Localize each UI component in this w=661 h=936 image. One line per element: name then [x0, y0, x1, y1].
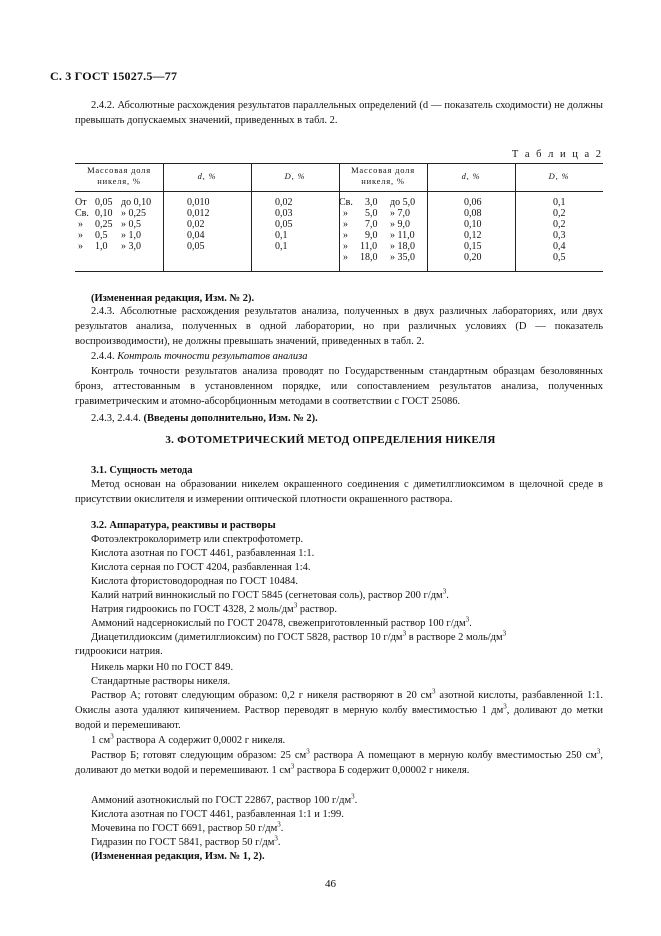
list-item-continuation: гидроокиси натрия.	[75, 646, 163, 657]
list-item: Никель марки Н0 по ГОСТ 849.	[91, 662, 234, 673]
list-item-text: .	[280, 823, 284, 834]
list-item	[75, 793, 603, 808]
table-cell: 0,05	[187, 241, 205, 252]
superscript: 3	[596, 747, 601, 756]
table-cell: » 3,0	[121, 241, 141, 252]
list-item-text: .	[446, 590, 449, 601]
list-item-text: Гидразин по ГОСТ 5841, раствор 50 г/дм	[91, 837, 275, 848]
table-header-d: d, %	[461, 171, 481, 181]
list-item-text: Мочевина по ГОСТ 6691, раствор 50 г/дм	[91, 823, 278, 834]
solution-b	[75, 748, 603, 778]
list-item: Стандартные растворы никеля.	[91, 676, 231, 687]
list-item: Фотоэлектроколориметр или спектрофотометр.	[91, 534, 304, 545]
edit-note: (Измененная редакция, Изм. № 1, 2).	[91, 851, 265, 862]
table-cell: Св.	[339, 197, 353, 208]
table-cell: 0,10	[464, 219, 482, 230]
page-header: С. 3 ГОСТ 15027.5—77	[50, 69, 178, 83]
paragraph-text: раствора А содержит 0,0002 г никеля.	[113, 735, 286, 746]
table-cell: 0,010	[187, 197, 210, 208]
table-cell: »	[343, 208, 348, 219]
table-header-mass-fraction: Массовая доля никеля, %	[351, 165, 415, 186]
superscript: 3	[293, 601, 298, 610]
table-cell: до 0,10	[121, 197, 152, 208]
table-cell: 0,02	[275, 197, 293, 208]
table-cell: 0,02	[187, 219, 205, 230]
table-cell: » 7,0	[390, 208, 410, 219]
list-item	[75, 821, 603, 836]
table-cell: 0,15	[464, 241, 482, 252]
table-caption: Т а б л и ц а 2	[511, 149, 603, 160]
table-cell: 0,05	[275, 219, 293, 230]
table-cell: 0,4	[553, 241, 566, 252]
list-item-text: Диацетилдиоксим (диметилглиоксим) по ГОСТ 5828, раствор 10 г/дм	[91, 632, 403, 643]
table-cell: 0,5	[95, 230, 108, 241]
table-cell: 0,12	[464, 230, 482, 241]
table-cell: » 1,0	[121, 230, 141, 241]
list-item-text: .	[469, 618, 472, 629]
list-item-text: Калий натрий виннокислый по ГОСТ 5845 (сегнетовая соль), раствор 200 г/дм	[91, 590, 443, 601]
list-item	[75, 602, 603, 617]
list-item	[75, 630, 603, 645]
section-title: 3. ФОТОМЕТРИЧЕСКИЙ МЕТОД ОПРЕДЕЛЕНИЯ НИКЕЛЯ	[165, 434, 496, 446]
table-cell: »	[78, 230, 83, 241]
subsection-3-1-body: Метод основан на образовании никелем окрашенного соединения с диметилглиоксимом в щелочной среде в присутствии окислителя и измерении оптической плотности окрашенного раствора.	[75, 479, 603, 505]
added-note: (Введены дополнительно, Изм. № 2).	[143, 413, 318, 424]
table-col-rule	[163, 163, 164, 272]
table-cell: От	[75, 197, 87, 208]
solution-a-concentration	[75, 733, 603, 748]
paragraph-text: раствора А помещают в мерную колбу вместимостью 250 см	[309, 750, 597, 761]
superscript: 3	[442, 587, 447, 596]
superscript: 3	[277, 820, 281, 829]
paragraph-number: 2.4.3, 2.4.4.	[91, 413, 141, 424]
list-item-text: .	[354, 795, 358, 806]
list-item-text: раствор.	[297, 604, 337, 615]
list-item: Кислота серная по ГОСТ 4204, разбавленная 1:4.	[91, 562, 311, 573]
paragraph-2-4-4-body: Контроль точности результатов анализа проводят по Государственным стандартным образцам безоловянных бронз, аттестованным в установленном порядке, или сопоставлением результатов анализа, полученных гравиметрическим и атомно-абсорбционным методами в соответствии с ГОСТ 25086.	[75, 366, 603, 407]
subsection-3-1-title: 3.1. Сущность метода	[91, 465, 193, 476]
table-cell: 0,2	[553, 208, 566, 219]
paragraph-text: 1 см	[91, 735, 111, 746]
table-cell: » 9,0	[390, 219, 410, 230]
table-cell: 0,3	[553, 230, 566, 241]
page-number: 46	[325, 878, 336, 890]
table-cell: 5,0	[365, 208, 378, 219]
table-cell: »	[343, 252, 348, 263]
table-cell: 0,03	[275, 208, 293, 219]
table-cell: 0,1	[553, 197, 566, 208]
list-item	[75, 588, 603, 603]
table-cell: »	[78, 219, 83, 230]
edit-note: (Измененная редакция, Изм. № 2).	[91, 293, 255, 304]
added-note-line	[75, 411, 603, 426]
table-cell: 0,012	[187, 208, 210, 219]
table-col-rule	[339, 163, 340, 272]
paragraph-text: , доливают до метки водой и перемешивают. 1 см	[75, 750, 603, 776]
solution-a	[75, 688, 603, 733]
table-col-rule	[515, 163, 516, 272]
paragraph-number: 2.4.4.	[91, 351, 115, 362]
table-header-d: d, %	[197, 171, 217, 181]
paragraph-title: Контроль точности результатов анализа	[117, 351, 308, 362]
list-item: Кислота азотная по ГОСТ 4461, разбавленная 1:1.	[91, 548, 315, 559]
paragraph-text: Раствор Б; готовят следующим образом: 25 см	[91, 750, 307, 761]
list-item: Кислота фтористоводородная по ГОСТ 10484.	[91, 576, 299, 587]
superscript: 3	[274, 834, 278, 843]
superscript: 3	[503, 702, 507, 711]
table-cell: 3,0	[365, 197, 378, 208]
list-item-text: .	[277, 837, 281, 848]
table-cell: 0,10	[95, 208, 113, 219]
superscript: 3	[465, 615, 470, 624]
table-cell: 0,2	[553, 219, 566, 230]
tolerance-table	[75, 163, 603, 272]
table-col-rule	[251, 163, 252, 272]
superscript: 3	[110, 732, 114, 741]
list-item-text: в растворе 2 моль/дм	[406, 632, 503, 643]
superscript: 3	[306, 747, 310, 756]
table-header-mass-fraction: Массовая доля никеля, %	[87, 165, 151, 186]
list-item	[75, 835, 603, 850]
table-cell: 1,0	[95, 241, 108, 252]
table-cell: »	[343, 241, 348, 252]
superscript: 3	[351, 792, 355, 801]
subsection-3-2-title: 3.2. Аппаратура, реактивы и растворы	[91, 520, 276, 531]
superscript: 3	[431, 687, 436, 696]
table-header-D: D, %	[548, 171, 570, 181]
list-item-text: Натрия гидроокись по ГОСТ 4328, 2 моль/дм	[91, 604, 294, 615]
list-item	[75, 616, 603, 631]
paragraph-text: , доливают до метки водой и перемешивают.	[75, 705, 603, 731]
table-cell: 0,5	[553, 252, 566, 263]
superscript: 3	[502, 629, 507, 638]
table-cell: Св.	[75, 208, 89, 219]
table-cell: »	[78, 241, 83, 252]
paragraph-2-4-4-heading	[75, 349, 603, 364]
superscript: 3	[290, 762, 295, 771]
table-cell: 0,20	[464, 252, 482, 263]
table-cell: 9,0	[365, 230, 378, 241]
table-cell: » 0,25	[121, 208, 146, 219]
table-cell: » 0,5	[121, 219, 141, 230]
paragraph-text: раствора Б содержит 0,00002 г никеля.	[294, 765, 470, 776]
table-cell: 18,0	[360, 252, 378, 263]
table-cell: 11,0	[360, 241, 378, 252]
table-cell: 0,05	[95, 197, 113, 208]
table-cell: до 5,0	[390, 197, 416, 208]
paragraph-text: Раствор А; готовят следующим образом: 0,2 г никеля растворяют в 20 см	[91, 690, 432, 701]
table-cell: 0,25	[95, 219, 113, 230]
table-cell: »	[343, 219, 348, 230]
table-cell: 7,0	[365, 219, 378, 230]
list-item-text: Аммоний надсернокислый по ГОСТ 20478, свежеприготовленный раствор 100 г/дм	[91, 618, 466, 629]
table-cell: 0,1	[275, 230, 288, 241]
paragraph-2-4-3: 2.4.3. Абсолютные расхождения результатов анализа, полученных в двух различных лабораториях, или двух результатов анализа, полученных в одной лаборатории, но при различных условиях (D — показатель воспроизводимости), не должны превышать значений, приведенных в табл. 2.	[75, 306, 603, 347]
table-col-rule	[427, 163, 428, 272]
table-cell: 0,06	[464, 197, 482, 208]
paragraph-text: азотной кислоты, разбавленной 1:1. Окислы азота удаляют кипячением. Раствор переводят в мерную колбу вместимостью 1 дм	[75, 690, 604, 716]
table-cell: 0,04	[187, 230, 205, 241]
superscript: 3	[402, 629, 407, 638]
table-cell: 0,08	[464, 208, 482, 219]
list-item-text: Аммоний азотнокислый по ГОСТ 22867, раствор 100 г/дм	[91, 795, 352, 806]
table-cell: » 11,0	[390, 230, 415, 241]
table-header-D: D, %	[284, 171, 306, 181]
table-cell: 0,1	[275, 241, 288, 252]
table-cell: » 35,0	[390, 252, 415, 263]
paragraph-2-4-2: 2.4.2. Абсолютные расхождения результатов параллельных определений (d — показатель сходимости) не должны превышать допускаемых значений, приведенных в табл. 2.	[75, 100, 603, 126]
list-item: Кислота азотная по ГОСТ 4461, разбавленная 1:1 и 1:99.	[91, 809, 344, 820]
table-cell: »	[343, 230, 348, 241]
table-cell: » 18,0	[390, 241, 415, 252]
